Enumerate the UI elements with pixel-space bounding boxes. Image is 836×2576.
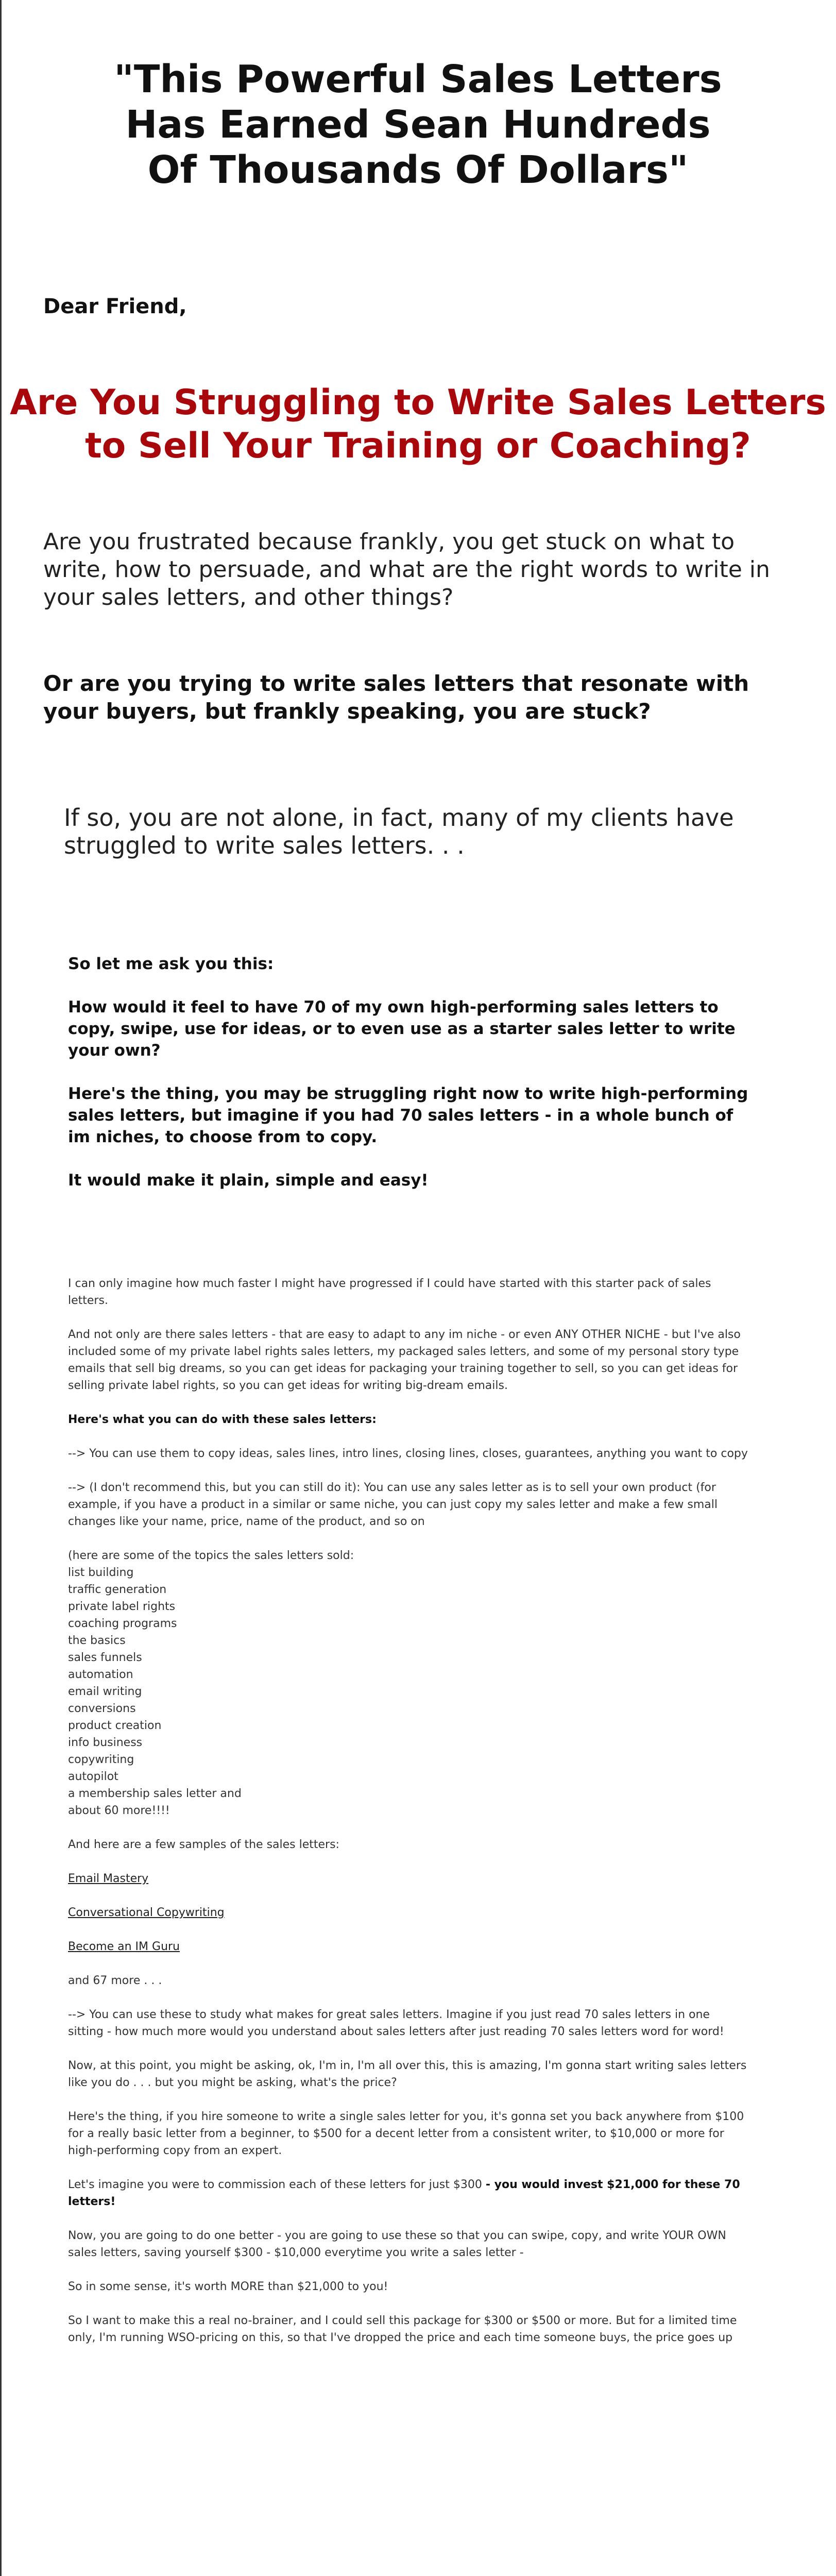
topic-item: coaching programs [68, 1617, 177, 1630]
headline-line-2: Has Earned Sean Hundreds [125, 103, 711, 147]
dont-recommend-paragraph: --> (I don't recommend this, but you can still do it): You can use any sales letter as is to sell your own product (for example, if you have a product in a similar or same niche, you can just copy my sales letter and make a few small changes like your name, price, name of the product, and so on [68, 1481, 718, 1528]
main-headline [0, 57, 836, 193]
samples-intro: And here are a few samples of the sales letters: [68, 1838, 339, 1851]
use-copy-paragraph: --> You can use them to copy ideas, sales lines, intro lines, closing lines, closes, guarantees, anything you want to copy [68, 1447, 748, 1460]
topic-item: autopilot [68, 1770, 118, 1783]
headline-line-1: "This Powerful Sales Letters [114, 57, 722, 101]
topic-item: about 60 more!!!! [68, 1804, 170, 1817]
hire-paragraph: Here's the thing, if you hire someone to write a single sales letter for you, it's gonna set you back anywhere from $100 for a really basic letter from a beginner, to $500 for a decent letter from a consistent writer, to $10,000 or more for high-performing copy from an expert. [68, 2110, 744, 2157]
commission-text: Let's imagine you were to commission each of these letters for just $300 [68, 2178, 486, 2191]
and-more-line: and 67 more . . . [68, 1974, 162, 1987]
one-better-paragraph: Now, you are going to do one better - you are going to use these so that you can swipe, copy, and write YOUR OWN sales letters, saving yourself $300 - $10,000 everytime you write a sales letter - [68, 2229, 726, 2259]
commission-paragraph [68, 2176, 748, 2210]
sample-link-conversational-copywriting[interactable]: Conversational Copywriting [68, 1906, 225, 1919]
body-copy [68, 1275, 748, 2363]
greeting: Dear Friend, [43, 295, 187, 318]
sub-headline [0, 381, 836, 468]
topic-item: traffic generation [68, 1583, 167, 1596]
not-alone-paragraph: If so, you are not alone, in fact, many of my clients have struggled to write sales letters. . . [64, 804, 734, 859]
topic-item: private label rights [68, 1600, 176, 1613]
commission-bold-text: - you would invest $21,000 for these 70 letters! [68, 2178, 740, 2208]
topic-item: product creation [68, 1719, 162, 1732]
no-brainer-paragraph: So I want to make this a real no-brainer, and I could sell this package for $300 or $500 or more. But for a limited time only, I'm running WSO-pricing on this, so that I've dropped the price and each time someone buys, the price goes up [68, 2314, 737, 2344]
topic-item: conversions [68, 1702, 136, 1715]
study-paragraph: --> You can use these to study what makes for great sales letters. Imagine if you just read 70 sales letters in one sitting - how much more would you understand about sales letters after just reading 70 sales letters word for word! [68, 2008, 724, 2038]
not-only-paragraph: And not only are there sales letters - that are easy to adapt to any im niche - or even ANY OTHER NICHE - but I've also included some of my private label rights sales letters, my packaged sales letters, and some of my personal story type emails that sell big dreams, so you can get ideas for packaging your training together to sell, so you can get ideas for selling private label rights, so you can get ideas for writing big-dream emails. [68, 1328, 741, 1392]
topic-item: email writing [68, 1685, 142, 1698]
ask-line: So let me ask you this: [68, 955, 274, 973]
topics-intro: (here are some of the topics the sales letters sold: [68, 1549, 354, 1562]
frustrated-paragraph: Are you frustrated because frankly, you get stuck on what to write, how to persuade, and what are the right words to write in your sales letters, and other things? [43, 529, 770, 611]
stuck-paragraph: Or are you trying to write sales letters that resonate with your buyers, but frankly speaking, you are stuck? [43, 671, 749, 724]
worth-more-line: So in some sense, it's worth MORE than $21,000 to you! [68, 2280, 388, 2293]
topic-item: a membership sales letter and [68, 1787, 242, 1800]
topics-list [68, 1564, 748, 1819]
subhead-line-2: to Sell Your Training or Coaching? [85, 426, 751, 466]
sample-link-become-im-guru[interactable]: Become an IM Guru [68, 1940, 180, 1953]
price-question-paragraph: Now, at this point, you might be asking, ok, I'm in, I'm all over this, this is amazing, I'm gonna start writing sales letters like you do . . . but you might be asking, what's the price? [68, 2059, 747, 2089]
topic-item: sales funnels [68, 1651, 142, 1664]
topic-item: copywriting [68, 1753, 134, 1766]
how-would-paragraph: How would it feel to have 70 of my own high-performing sales letters to copy, swipe, use for ideas, or to even use as a starter sales letter to write your own? [68, 998, 736, 1060]
topic-item: info business [68, 1736, 143, 1749]
topic-item: the basics [68, 1634, 126, 1647]
imagine-paragraph: I can only imagine how much faster I might have progressed if I could have started with this starter pack of sales letters. [68, 1277, 711, 1307]
plain-simple-line: It would make it plain, simple and easy! [68, 1171, 429, 1190]
heres-thing-paragraph: Here's the thing, you may be struggling right now to write high-performing sales letters, but imagine if you had 70 sales letters - in a whole bunch of im niches, to choose from to copy. [68, 1084, 748, 1146]
what-you-can-do-heading: Here's what you can do with these sales letters: [68, 1413, 377, 1426]
sample-link-email-mastery[interactable]: Email Mastery [68, 1872, 149, 1885]
topic-item: list building [68, 1566, 134, 1579]
subhead-line-1: Are You Struggling to Write Sales Letters [10, 382, 826, 423]
headline-line-3: Of Thousands Of Dollars" [147, 148, 689, 192]
topic-item: automation [68, 1668, 133, 1681]
question-block [68, 953, 753, 1213]
